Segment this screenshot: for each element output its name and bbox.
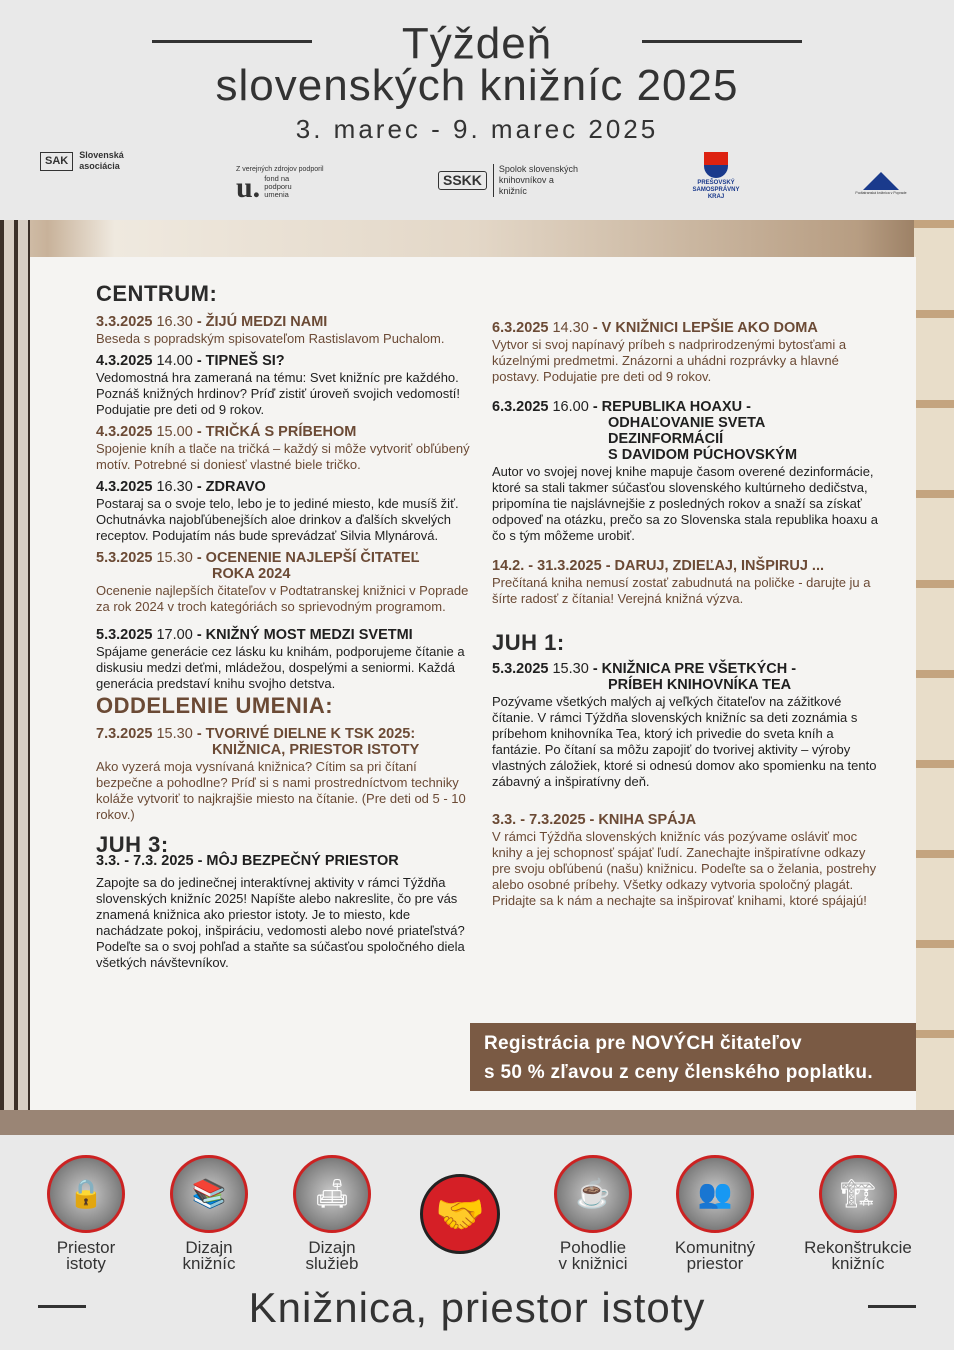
service-desk-icon: 🛋 <box>293 1155 371 1233</box>
footer-item <box>149 1155 269 1272</box>
event-date: 6.3.2025 <box>492 320 549 336</box>
library-interior-icon: 📚 <box>170 1155 248 1233</box>
event-title: - KNIŽNÝ MOST MEDZI SVETMI <box>196 627 413 643</box>
footer-item <box>533 1155 653 1272</box>
right-column <box>492 320 878 909</box>
right-event-list <box>492 320 878 607</box>
section-umenia-title: ODDELENIE UMENIA: <box>96 693 334 718</box>
sak-logo <box>40 150 135 172</box>
event-description: Spojenie kníh a tlače na tričká – každý si môže vytvoriť obľúbený motív. Potrebné si doniesť vlastné biele tričko. <box>96 441 470 472</box>
registration-banner <box>470 1023 916 1091</box>
event-title-continued: KNIŽNICA, PRIESTOR ISTOTY <box>212 742 420 758</box>
fpu-logo <box>236 164 324 204</box>
coffee-books-icon: ☕ <box>554 1155 632 1233</box>
event-time: 14.00 <box>156 353 193 369</box>
event-description: Beseda s popradským spisovateľom Rastislavom Puchalom. <box>96 331 445 346</box>
event-date: 14.2. - 31.3.2025 <box>492 558 602 574</box>
registration-line2: s 50 % zľavou z ceny členského poplatku. <box>484 1062 873 1083</box>
event-description: Pozývame všetkých malých aj veľkých čitateľov na zážitkové čítanie. V rámci Týždňa slovenských knižníc sa deti zoznámia s príbehom knihovníka Tea, ktorý ich privedie do sveta kníh a fantázie. Po čítaní sa môžu zapojiť do tvorivej aktivity – výroby vlastných záložiek, ktoré si odnesú domov ako spomienku na tento zábavný a inšpiratívny deň. <box>492 694 877 789</box>
event-item <box>492 399 878 544</box>
event-item <box>492 661 878 790</box>
footer-item-label: priestor <box>686 1254 744 1273</box>
event-item <box>96 550 476 615</box>
event-item <box>492 812 878 909</box>
event-date: 4.3.2025 <box>96 424 153 440</box>
event-item <box>96 424 476 473</box>
event-title: - V KNIŽNICI LEPŠIE AKO DOMA <box>592 320 818 336</box>
footer-item <box>798 1155 918 1272</box>
event-dates: 3. marec - 9. marec 2025 <box>295 114 659 144</box>
event-title: - TIPNEŠ SI? <box>196 353 285 369</box>
event-date: 6.3.2025 <box>492 399 549 415</box>
psk-crest-icon <box>704 152 728 178</box>
event-title: - OCENENIE NAJLEPŠÍ ČITATEĽ <box>196 550 420 566</box>
footer-item-label: Dizajn <box>185 1238 233 1257</box>
event-date: 3.3. - 7.3.2025 <box>492 812 586 828</box>
event-time: 15.30 <box>552 661 589 677</box>
mountain-icon <box>863 172 899 190</box>
event-title: - KNIHA SPÁJA <box>589 812 697 828</box>
event-title: - REPUBLIKA HOAXU - <box>592 399 751 415</box>
event-description: Ocenenie najlepších čitateľov v Podtatranskej knižnici v Poprade za rok 2024 v troch kategóriách so sprievodným programom. <box>96 583 469 614</box>
event-description: Ako vyzerá moja vysnívaná knižnica? Cítim sa pri čítaní bezpečne a pohodlne? Príď si s nami prostredníctvom techniky koláže vytvoriť to najkrajšie miesto na čítanie. (Pre deti od 5 - 10 rokov.) <box>96 759 466 822</box>
event-title-continued: ROKA 2024 <box>212 566 291 582</box>
event-description: Prečítaná kniha nemusí zostať zabudnutá na poličke - darujte ju a šírte radosť z čítania! Verejná knižná výzva. <box>492 575 871 606</box>
umenia-event <box>96 726 476 823</box>
event-description: Spájame generácie cez lásku ku knihám, podporujeme čítanie a diskusiu medzi deťmi, mládežou, dospelými a seniormi. Každá generácia predstaví knihu svojho detstva. <box>96 644 465 691</box>
fpu-mark: u. <box>236 170 261 204</box>
event-description: Vytvor si svoj napínavý príbeh s nadprirodzenými bytosťami a kúzelnými predmetmi. Znázorni a uhádni rozprávky a hlavné postavy. Podujatie pre deti od 9 rokov. <box>492 337 847 384</box>
event-description: Autor vo svojej novej knihe mapuje časom overené dezinformácie, ktoré sa stali takmer súčasťou slovenského kultúrneho dedičstva, pripomína tie najslávnejšie z posledných rokov a snaží sa získať odpoveď na otázku, prečo sa zo Slovenska stala republika hoaxu a čo s tým môžeme urobiť. <box>492 464 878 543</box>
event-title: - TVORIVÉ DIELNE K TSK 2025: <box>196 726 416 742</box>
psk-logo <box>686 152 746 201</box>
event-title-continued: ODHAĽOVANIE SVETA <box>608 415 766 431</box>
event-title-continued: S DAVIDOM PÚCHOVSKÝM <box>608 447 798 463</box>
event-time: 15.00 <box>156 424 193 440</box>
event-date: 3.3. - 7.3. 2025 <box>96 853 194 869</box>
event-description: Vedomostná hra zameraná na tému: Svet knižníc pre každého. Poznáš knižných hrdinov? Príď zistiť úroveň svojich vedomostí! Podujatie pre deti od 9 rokov. <box>96 370 461 417</box>
padlock-icon: 🔒 <box>47 1155 125 1233</box>
event-date: 3.3.2025 <box>96 314 153 330</box>
fpu-top: Z verejných zdrojov podporil <box>236 166 324 173</box>
event-title: - ŽIJÚ MEDZI NAMI <box>196 314 328 330</box>
handshake-icon: 🤝 <box>420 1174 500 1254</box>
fpu-name: fond na podporu umenia <box>264 174 292 199</box>
reconstruction-icon: 🏗 <box>819 1155 897 1233</box>
event-time: 17.00 <box>156 627 193 643</box>
event-date: 7.3.2025 <box>96 726 153 742</box>
sskk-logo <box>438 164 579 197</box>
event-title: - DARUJ, ZDIEĽAJ, INŠPIRUJ ... <box>605 558 825 574</box>
event-description: V rámci Týždňa slovenských knižníc vás pozývame osláviť moc knihy a jej schopnosť spájať ľudí. Zanechajte inšpiratívne odkazy pre svoju obľúbenú (našu) knižnicu. Podeľte sa o želania, postrehy alebo osobné príbehy. Všetky odkazy vytvoria spoločný plagát. Pridajte sa k nám a nechajte sa inšpirovať knihami, ktoré spájajú! <box>492 829 877 908</box>
juh1-event-list <box>492 661 878 909</box>
event-time: 15.30 <box>156 726 193 742</box>
left-column <box>96 281 476 971</box>
event-time: 16.00 <box>552 399 589 415</box>
event-title: - TRIČKÁ S PRÍBEHOM <box>196 424 357 440</box>
footer-item-label: istoty <box>66 1254 106 1273</box>
background-floor <box>0 1110 954 1135</box>
event-item <box>96 627 476 692</box>
centrum-event-list <box>96 314 476 692</box>
sak-mark: SAK <box>40 152 73 171</box>
event-time: 14.30 <box>552 320 589 336</box>
background-bookshelf-right <box>914 220 954 1135</box>
section-juh1-title: JUH 1: <box>492 630 565 655</box>
sskk-mark: SSKK <box>438 171 487 190</box>
event-title: - ZDRAVO <box>196 479 266 495</box>
event-time: 15.30 <box>156 550 193 566</box>
event-item <box>492 320 878 385</box>
section-juh3-title: JUH 3: <box>96 832 169 857</box>
title-line1: Týždeň <box>401 19 553 68</box>
slogan: Knižnica, priestor istoty <box>248 1284 706 1331</box>
footer-item-label: služieb <box>305 1254 359 1273</box>
footer-item-label: Rekonštrukcie <box>804 1238 912 1257</box>
event-time: 16.30 <box>156 479 193 495</box>
event-item <box>96 353 476 418</box>
title-line2: slovenských knižníc 2025 <box>215 61 739 110</box>
registration-line1: Registrácia pre NOVÝCH čitateľov <box>484 1033 802 1054</box>
event-time: 16.30 <box>156 314 193 330</box>
event-description: Zapojte sa do jedinečnej interaktívnej aktivity v rámci Týždňa slovenských knižníc 2025! Napíšte alebo nakreslite, čo pre vás znamená knižnica ako priestor istoty. Je to miesto, kde nachádzate pokoj, inšpiráciu, vedomosti alebo nové priateľstvá? Podeľte sa o svoj pohľad a staňte sa súčasťou spoločného diela všetkých návštevníkov. <box>96 875 465 970</box>
footer-item-label: Dizajn <box>308 1238 356 1257</box>
event-item <box>96 479 476 544</box>
event-description: Postaraj sa o svoje telo, lebo je to jediné miesto, kde musíš žiť. Ochutnávka najobľúbenejších aloe drinkov a ďalších skvelých receptov. Podujatím nás bude sprevádzať Silvia Mlynárová. <box>96 496 459 543</box>
footer-item-label: Komunitný <box>674 1238 756 1257</box>
podtatranska-name: Podtatranská knižnica v Poprade <box>855 191 907 195</box>
header <box>0 0 954 220</box>
podtatranska-logo <box>852 172 910 195</box>
footer-item <box>272 1155 392 1272</box>
event-date: 5.3.2025 <box>492 661 549 677</box>
footer-item-label: knižníc <box>182 1254 236 1273</box>
event-item <box>492 558 878 607</box>
event-date: 5.3.2025 <box>96 627 153 643</box>
footer-item <box>26 1155 146 1272</box>
section-centrum-title: CENTRUM: <box>96 281 218 306</box>
sskk-name: Spolok slovenských knihovníkov a knižníc <box>493 164 579 197</box>
event-title-continued: DEZINFORMÁCIÍ <box>608 431 724 447</box>
footer-item <box>655 1155 775 1272</box>
event-date: 4.3.2025 <box>96 353 153 369</box>
footer-item-label: v knižnici <box>558 1254 628 1273</box>
event-item <box>96 314 476 347</box>
event-title-continued: PRÍBEH KNIHOVNÍKA TEA <box>608 677 792 693</box>
juh3-event <box>96 853 476 971</box>
event-date: 5.3.2025 <box>96 550 153 566</box>
sak-name: Slovenská asociácia <box>79 150 124 171</box>
footer-item-label: Priestor <box>56 1238 116 1257</box>
footer-item-label: Pohodlie <box>559 1238 627 1257</box>
footer-item-label: knižníc <box>831 1254 885 1273</box>
event-title: - MÔJ BEZPEČNÝ PRIESTOR <box>197 853 399 869</box>
event-date: 4.3.2025 <box>96 479 153 495</box>
event-title: - KNIŽNICA PRE VŠETKÝCH - <box>592 661 797 677</box>
psk-name: PREŠOVSKÝ SAMOSPRÁVNY KRAJ <box>692 180 740 200</box>
background-window-left <box>0 220 30 1135</box>
community-circle-icon: 👥 <box>676 1155 754 1233</box>
